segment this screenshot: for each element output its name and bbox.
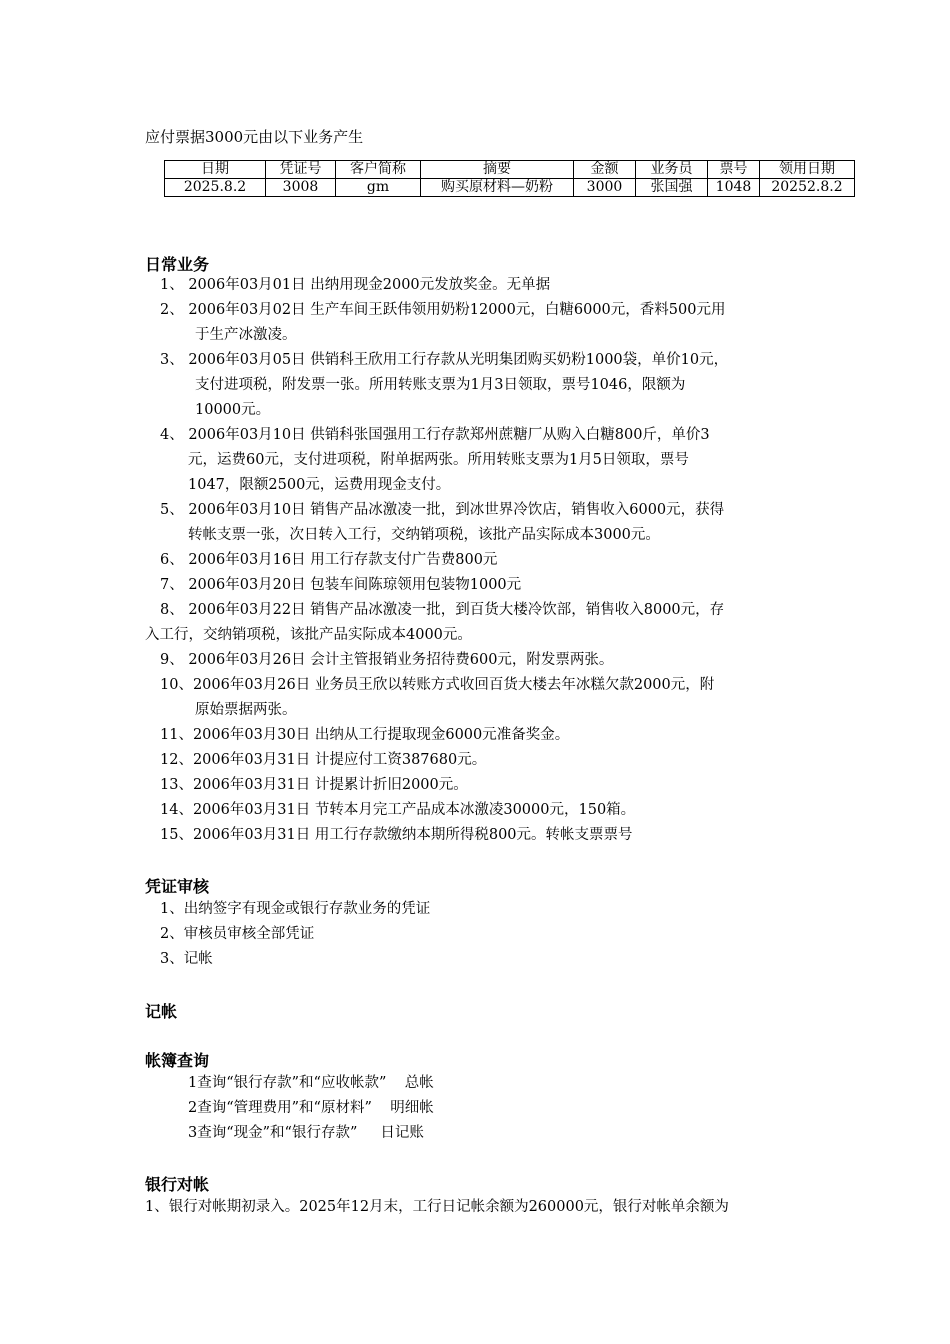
bill-table	[164, 160, 855, 197]
col-header-summary: 摘要	[421, 161, 574, 179]
daily-item-3-cont-1: 支付进项税，附发票一张。所用转账支票为1月3日领取，票号1046，限额为	[195, 377, 686, 393]
ledger-item-2: 2查询“管理费用”和“原材料” 明细帐	[188, 1100, 434, 1116]
ledger-item-1: 1查询“银行存款”和“应收帐款” 总帐	[188, 1075, 434, 1091]
cell-issue-date: 20252.8.2	[760, 179, 855, 197]
cell-amount: 3000	[574, 179, 636, 197]
daily-item-4: 4、 2006年03月10日 供销科张国强用工行存款郑州蔗糖厂从购入白糖800斤，单价3	[160, 427, 710, 443]
bank-item-1: 1、银行对帐期初录入。2025年12月末，工行日记帐余额为260000元，银行对帐单余额为	[145, 1199, 729, 1215]
daily-item-10-cont: 原始票据两张。	[195, 702, 297, 718]
daily-item-12: 12、2006年03月31日 计提应付工资387680元。	[160, 752, 487, 768]
daily-item-14: 14、2006年03月31日 节转本月完工产品成本冰激凌30000元，150箱。	[160, 802, 636, 818]
audit-item-2: 2、审核员审核全部凭证	[160, 926, 315, 942]
ledger-item-3: 3查询“现金”和“银行存款” 日记账	[188, 1125, 424, 1141]
daily-item-11: 11、2006年03月30日 出纳从工行提取现金6000元准备奖金。	[160, 727, 570, 743]
daily-item-9: 9、 2006年03月26日 会计主管报销业务招待费600元，附发票两张。	[160, 652, 614, 668]
col-header-amount: 金额	[574, 161, 636, 179]
cell-date: 2025.8.2	[165, 179, 266, 197]
heading-ledger: 帐簿查询	[145, 1051, 210, 1070]
daily-item-2-cont: 于生产冰激凌。	[195, 327, 297, 343]
daily-item-10: 10、2006年03月26日 业务员王欣以转账方式收回百货大楼去年冰糕欠款2000元，附	[160, 677, 715, 693]
heading-audit: 凭证审核	[145, 877, 210, 896]
daily-item-8: 8、 2006年03月22日 销售产品冰激凌一批，到百货大楼冷饮部，销售收入8000元，存	[160, 602, 725, 618]
daily-item-13: 13、2006年03月31日 计提累计折旧2000元。	[160, 777, 468, 793]
intro-text: 应付票据3000元由以下业务产生	[145, 128, 364, 146]
daily-item-1: 1、 2006年03月01日 出纳用现金2000元发放奖金。无单据	[160, 277, 551, 293]
cell-ticket-no: 1048	[708, 179, 760, 197]
table-header-row	[165, 161, 855, 179]
col-header-issue-date: 领用日期	[760, 161, 855, 179]
daily-item-3: 3、 2006年03月05日 供销科王欣用工行存款从光明集团购买奶粉1000袋，单价10元，	[160, 352, 729, 368]
daily-item-5: 5、 2006年03月10日 销售产品冰激凌一批，到冰世界冷饮店，销售收入6000元，获得	[160, 502, 725, 518]
daily-item-7: 7、 2006年03月20日 包装车间陈琼领用包装物1000元	[160, 577, 522, 593]
heading-daily: 日常业务	[145, 255, 210, 274]
daily-item-2: 2、 2006年03月02日 生产车间王跃伟领用奶粉12000元，白糖6000元，香料500元用	[160, 302, 726, 318]
heading-bank: 银行对帐	[145, 1175, 210, 1194]
daily-item-5-cont: 转帐支票一张，次日转入工行，交纳销项税，该批产品实际成本3000元。	[188, 527, 660, 543]
col-header-date: 日期	[165, 161, 266, 179]
daily-item-4-cont-2: 1047，限额2500元，运费用现金支付。	[188, 477, 451, 493]
cell-summary: 购买原材料—奶粉	[421, 179, 574, 197]
daily-item-4-cont-1: 元，运费60元，支付进项税，附单据两张。所用转账支票为1月5日领取，票号	[188, 452, 689, 468]
cell-salesperson: 张国强	[636, 179, 708, 197]
col-header-customer: 客户简称	[336, 161, 421, 179]
col-header-voucher: 凭证号	[266, 161, 336, 179]
heading-posting: 记帐	[145, 1002, 178, 1021]
col-header-ticket-no: 票号	[708, 161, 760, 179]
audit-item-1: 1、出纳签字有现金或银行存款业务的凭证	[160, 901, 431, 917]
table-row	[165, 179, 855, 197]
cell-voucher: 3008	[266, 179, 336, 197]
col-header-salesperson: 业务员	[636, 161, 708, 179]
cell-customer: gm	[336, 179, 421, 197]
daily-item-3-cont-2: 10000元。	[195, 402, 271, 418]
daily-item-8-cont: 入工行，交纳销项税，该批产品实际成本4000元。	[145, 627, 472, 643]
daily-item-15: 15、2006年03月31日 用工行存款缴纳本期所得税800元。转帐支票票号	[160, 827, 633, 843]
daily-item-6: 6、 2006年03月16日 用工行存款支付广告费800元	[160, 552, 498, 568]
audit-item-3: 3、记帐	[160, 951, 213, 967]
